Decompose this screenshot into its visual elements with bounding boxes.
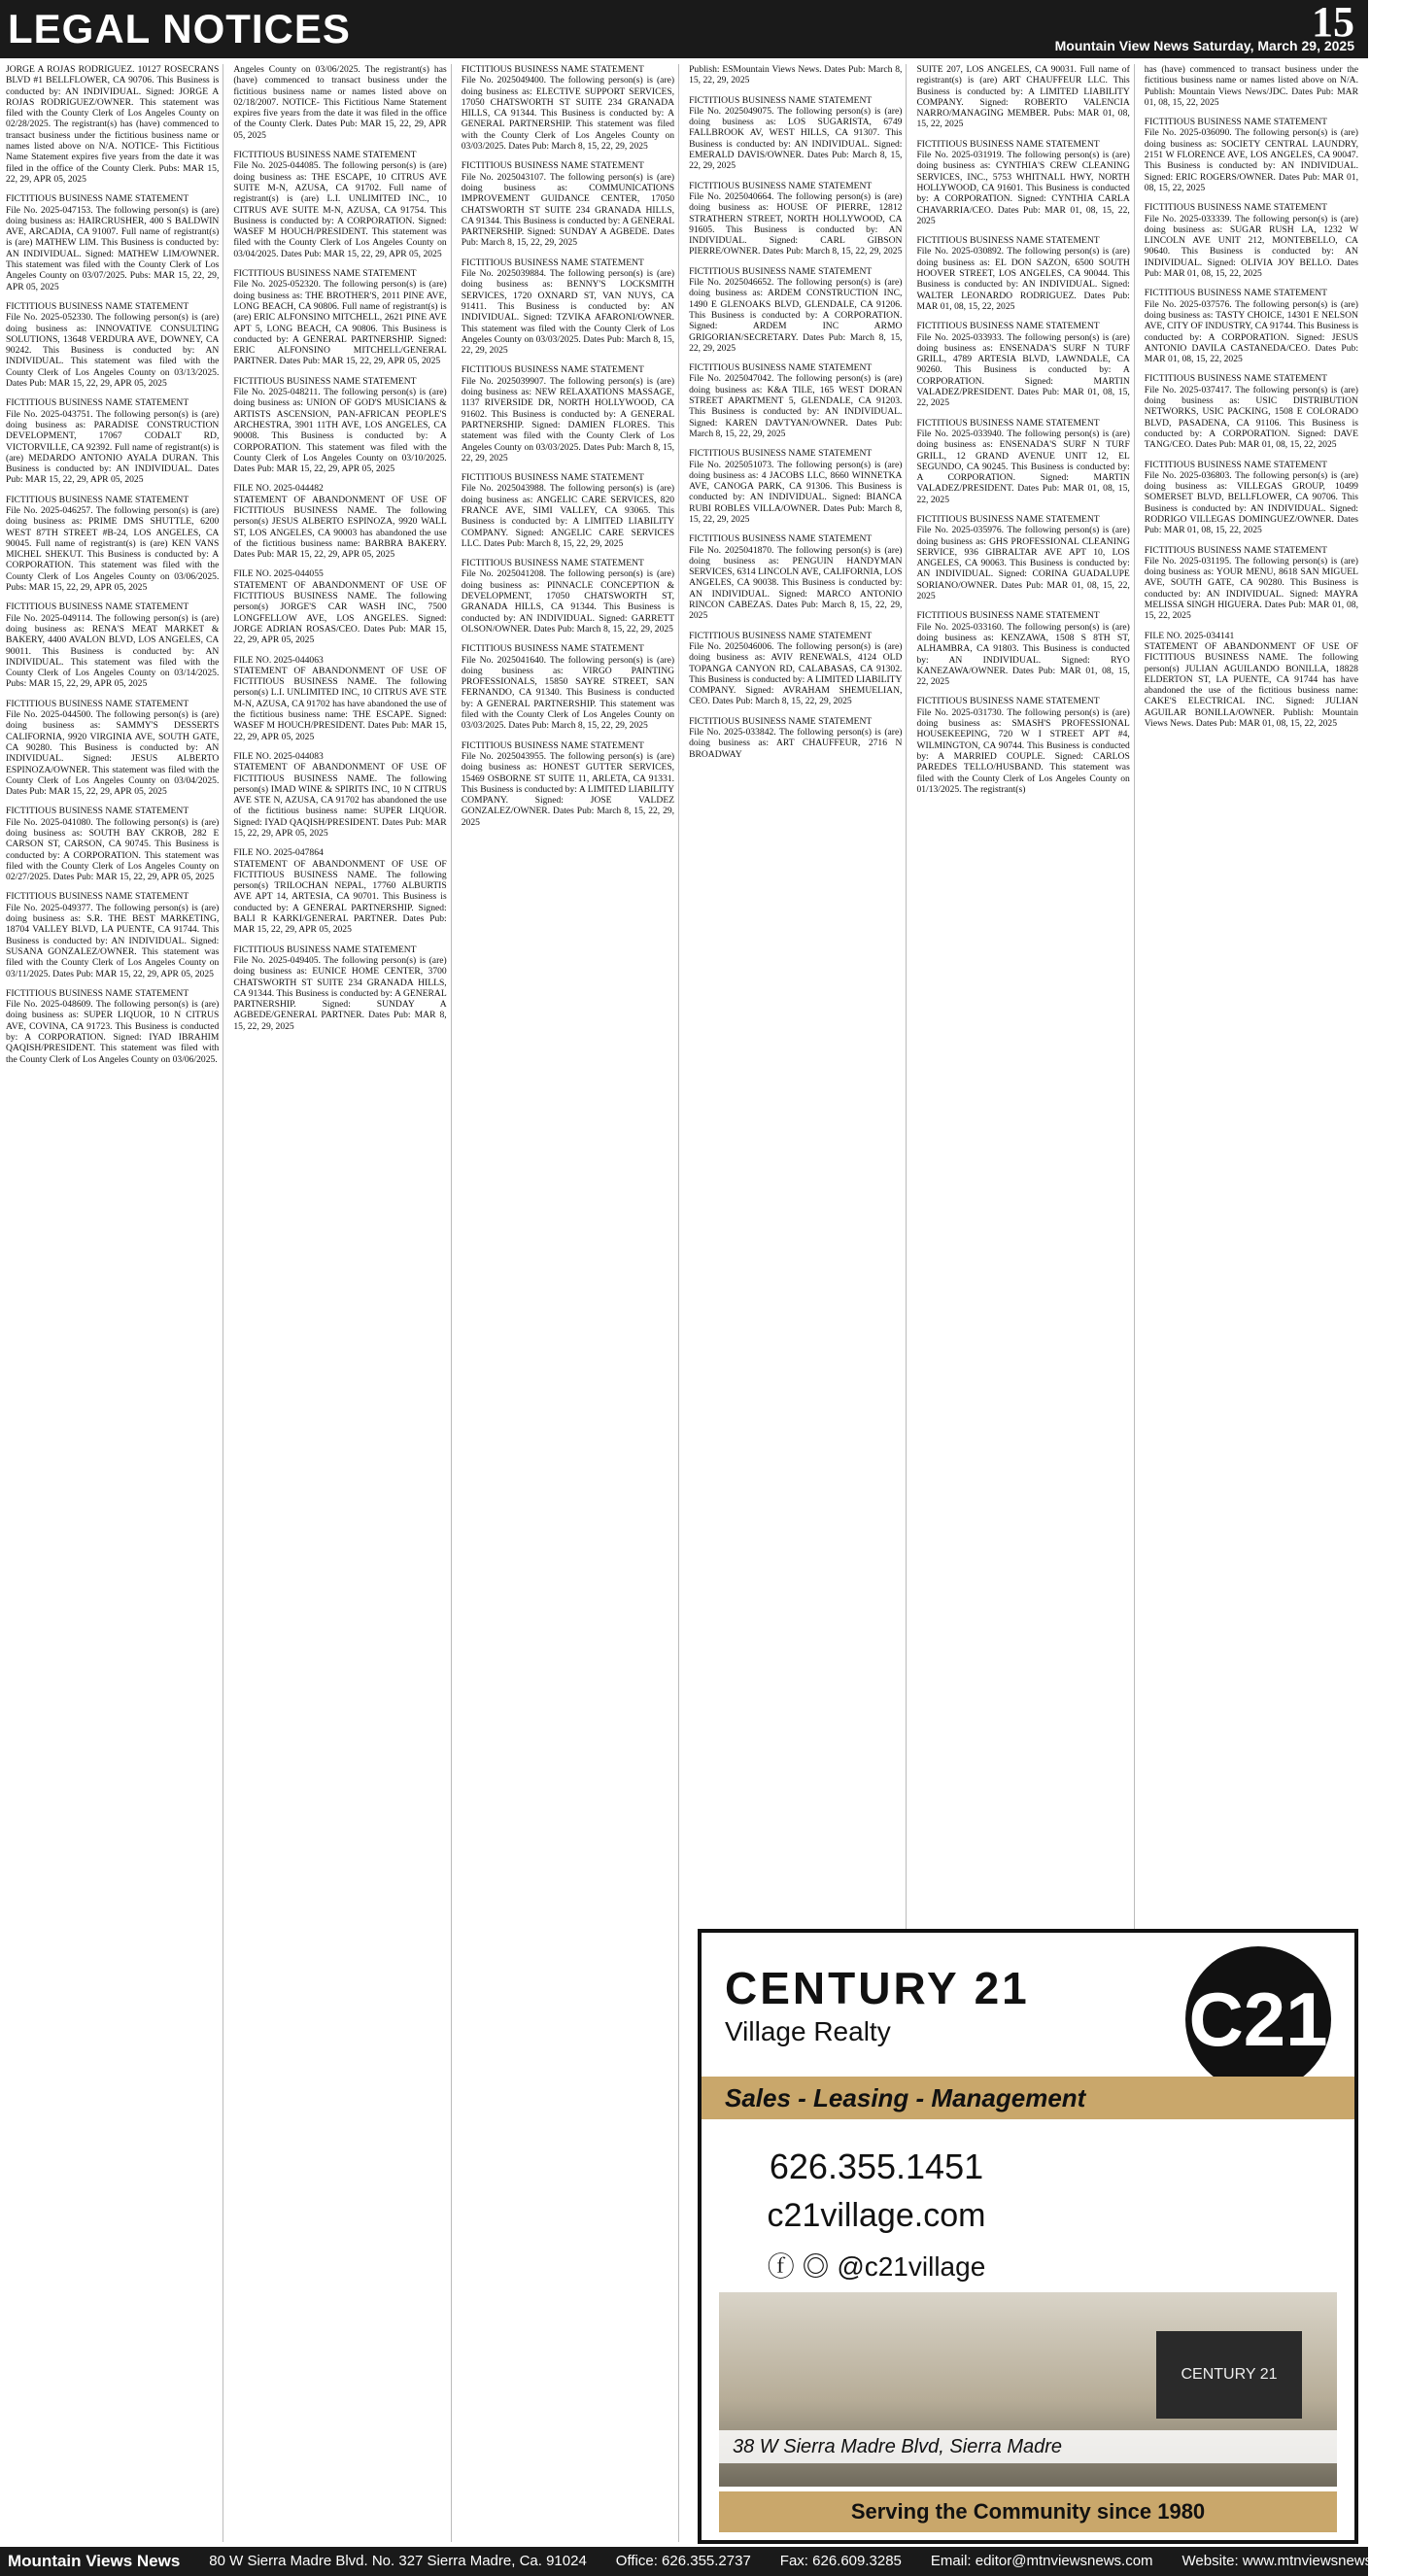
notice-heading: FICTITIOUS BUSINESS NAME STATEMENT <box>461 472 644 484</box>
notice-body: File No. 2025-033933. The following person(s) is (are) doing business as: ENSENADA'S SURF N TURF GRILL, 4789 ARTESIA BLVD, LAWNDALE, CA 90260. This Business is conducted by: A CORPORATION. Signed: MARTIN VALADEZ/PRESIDENT. Dates Pub: MAR 01, 08, 15, 22, 2025 <box>916 331 1130 409</box>
notice-body: has (have) commenced to transact business under the fictitious business name or names listed above on N/A. Publish: Mountain Views News/JDC. Dates Pub: MAR 01, 08, 15, 22, 2025 <box>1144 64 1358 108</box>
legal-notice <box>689 533 902 621</box>
legal-notice <box>689 631 902 707</box>
notice-column <box>6 64 223 2542</box>
notice-body: File No. 2025039907. The following person(s) is (are) doing business as: NEW RELAXATIONS MASSAGE, 1137 RIVERSIDE DR, NORTH HOLLYWOOD, CA 91602. This Business is conducted by: A GENERAL PARTNERSHIP. Signed: DAMIEN FLORES. This statement was filed with the County Clerk of Los Angeles County on 03/03/2025. Dates Pub: March 8, 15, 22, 29, 2025 <box>461 375 675 464</box>
notice-heading: FICTITIOUS BUSINESS NAME STATEMENT <box>233 150 417 161</box>
notice-body: File No. 2025-044085. The following person(s) is (are) doing business as: THE ESCAPE, 10 CITRUS AVE SUITE M-N, AZUSA, CA 91702. Full name of registrant(s) is (are) L.I. UNLIMITED INC., 10 CITRUS AVE SUITE M-N, AZUSA, CA 91754. This Business is conducted by: A CORPORATION. Signed: WASEF M HOUCH/PRESIDENT. This statement was filed with the County Clerk of Los Angeles County on 03/04/2025. Dates Pub: MAR 15, 22, 29, APR 05, 2025 <box>233 160 447 259</box>
legal-notice <box>916 514 1129 601</box>
issue-date: Saturday, March 29, 2025 <box>1192 38 1354 53</box>
notice-heading: FICTITIOUS BUSINESS NAME STATEMENT <box>233 268 417 280</box>
notice-body: STATEMENT OF ABANDONMENT OF USE OF FICTITIOUS BUSINESS NAME. The following person(s) JESUS ALBERTO ESPINOZA, 9920 WALL ST, LOS ANGELES, CA 90003 has abandoned the use of the fictitious business name: BARBRA BAKERY. Dates Pub: MAR 15, 22, 29, APR 05, 2025 <box>233 494 447 561</box>
notice-body: File No. 2025047042. The following person(s) is (are) doing business as: K&A TILE, 165 WEST DORAN STREET APARTMENT 5, GLENDALE, CA 91203. This Business is conducted by: AN INDIVIDUAL. Signed: KAREN DAVTYAN/OWNER. Dates Pub: March 8, 15, 22, 29, 2025 <box>689 373 903 439</box>
notice-heading: FICTITIOUS BUSINESS NAME STATEMENT <box>689 630 873 641</box>
office-sign: CENTURY 21 <box>1156 2331 1302 2419</box>
notice-body: File No. 2025-033940. The following person(s) is (are) doing business as: ENSENADA'S SURF N TURF GRILL, 12 GRAND AVENUE UNIT 12, EL SEGUNDO, CA 90245. This Business is conducted by: A CORPORATION. Signed: MARTIN VALADEZ/PRESIDENT. Dates Pub: MAR 01, 08, 15, 22, 2025 <box>916 428 1130 505</box>
notice-body: File No. 2025040664. The following person(s) is (are) doing business as: HOUSE OF PIERRE, 12812 STRATHERN STREET, NORTH HOLLYWOOD, CA 91605. This Business is conducted by: AN INDIVIDUAL. Signed: CARL GIBSON PIERRE/OWNER. Dates Pub: March 8, 15, 22, 29, 2025 <box>689 190 903 258</box>
notice-body: STATEMENT OF ABANDONMENT OF USE OF FICTITIOUS BUSINESS NAME. The following person(s) JORGE'S CAR WASH INC, 7500 LONGFELLOW AVE, LOS ANGELES. Signed: JORGE ADRIAN ROSAS/CEO. Dates Pub: MAR 15, 22, 29, APR 05, 2025 <box>233 579 447 646</box>
notice-heading: FICTITIOUS BUSINESS NAME STATEMENT <box>689 94 873 106</box>
notice-heading: FICTITIOUS BUSINESS NAME STATEMENT <box>916 696 1100 707</box>
notice-heading: FICTITIOUS BUSINESS NAME STATEMENT <box>461 160 644 172</box>
notice-heading: FILE NO. 2025-044482 <box>233 483 324 495</box>
notice-body: File No. 2025-049405. The following person(s) is (are) doing business as: EUNICE HOME CENTER, 3700 CHATSWORTH ST SUITE 234 GRANADA HILLS, CA 91344. This Business is conducted by: A GENERAL PARTNERSHIP. Signed: SUNDAY A AGBEDE/GENERAL PARTNER. Dates Pub: MAR 8, 15, 22, 29, 2025 <box>233 954 447 1032</box>
footer-address: 80 W Sierra Madre Blvd. No. 327 Sierra Madre, Ca. 91024 <box>209 2553 587 2569</box>
footer-brand: Mountain Views News <box>8 2552 181 2570</box>
notice-heading: FICTITIOUS BUSINESS NAME STATEMENT <box>916 610 1100 622</box>
legal-notice <box>1145 545 1358 622</box>
instagram-icon: ◎ <box>802 2251 830 2282</box>
footer-website: Website: www.mtnviewsnews.com <box>1181 2553 1404 2569</box>
notice-body: File No. 2025-048609. The following person(s) is (are) doing business as: SUPER LIQUOR, 10 N CITRUS AVE, COVINA, CA 91723. This Business is conducted by: A CORPORATION. Signed: IYAD IBRAHIM QAQISH/PRESIDENT. This statement was filed with the County Clerk of Los Angeles County on 03/06/2025. <box>6 999 220 1065</box>
notice-body: File No. 2025041640. The following person(s) is (are) doing business as: VIRGO PAINTING PROFESSIONALS, 15850 SAYRE STREET, SAN FERNANDO, CA 91340. This Business is conducted by: A GENERAL PARTNERSHIP. This statement was filed with the County Clerk of Los Angeles County on 03/03/2025. Dates Pub: March 8, 15, 22, 29, 2025 <box>461 654 675 732</box>
notice-body: File No. 2025-031195. The following person(s) is (are) doing business as: YOUR MENU, 8618 SAN MIGUEL AVE, SOUTH GATE, CA 90280. This Business is conducted by: AN INDIVIDUAL. Signed: MAYRA MELISSA SINGH HIGUERA. Dates Pub: MAR 01, 08, 15, 22, 2025 <box>1144 555 1358 622</box>
legal-notice <box>462 258 674 357</box>
notice-body: File No. 2025043955. The following person(s) is (are) doing business as: HONEST GUTTER SERVICES, 15469 OSBORNE ST SUITE 11, ARLETA, CA 91331. This Business is conducted by: A LIMITED LIABILITY COMPANY. Signed: JOSE VALDEZ GONZALEZ/OWNER. Dates Pub: March 8, 15, 22, 29, 2025 <box>461 750 675 828</box>
legal-notice <box>689 448 902 525</box>
notice-body: STATEMENT OF ABANDONMENT OF USE OF FICTITIOUS BUSINESS NAME. The following person(s) JULIAN AGUILANDO BONILLA, 18828 ELDERTON ST, LA PUENTE, CA 91744 has have abandoned the use of the fictitious business name: CAKE'S ELECTRICAL INC. Signed: JULIAN AGUILAR BONILLA/OWNER. Publish: Mountain Views News. Dates Pub: MAR 01, 08, 15, 22, 2025 <box>1144 640 1358 730</box>
notice-body: File No. 2025-030892. The following person(s) is (are) doing business as: EL DON SAZON, 6500 SOUTH HOOVER STREET, LOS ANGELES, CA 90044. This Business is conducted by: AN INDIVIDUAL. Signed: WALTER LEONARDO RODRIGUEZ. Dates Pub: MAR 01, 08, 15, 22, 2025 <box>916 246 1130 312</box>
legal-notice <box>233 751 446 839</box>
notice-heading: FICTITIOUS BUSINESS NAME STATEMENT <box>689 362 873 374</box>
notice-body: STATEMENT OF ABANDONMENT OF USE OF FICTITIOUS BUSINESS NAME. The following person(s) TRILOCHAN NEPAL, 17760 ALBURTIS AVE APT 14, ARTESIA, CA 90701. This Business is conducted by: A GENERAL PARTNERSHIP. Signed: BALI R KARKI/GENERAL PARTNER. Dates Pub: MAR 15, 22, 29, APR 05, 2025 <box>233 858 447 936</box>
notice-body: File No. 2025-036803. The following person(s) is (are) doing business as: VILLEGAS GROUP, 10499 SOMERSET BLVD, BELLFLOWER, CA 90706. This Business is conducted by: AN INDIVIDUAL. Signed: RODRIGO VILLEGAS DOMINGUEZ/OWNER. Dates Pub: MAR 01, 08, 15, 22, 2025 <box>1144 469 1358 536</box>
publication-name: Mountain View News <box>1054 38 1189 53</box>
legal-notice <box>6 301 219 389</box>
legal-notice <box>916 139 1129 226</box>
legal-notice <box>233 483 446 560</box>
legal-notice <box>6 806 219 882</box>
notice-heading: FILE NO. 2025-047864 <box>233 847 324 859</box>
ad-brand: CENTURY 21 <box>725 1963 1030 2013</box>
notice-heading: FICTITIOUS BUSINESS NAME STATEMENT <box>461 257 644 268</box>
notice-heading: FICTITIOUS BUSINESS NAME STATEMENT <box>916 417 1100 429</box>
notice-heading: FICTITIOUS BUSINESS NAME STATEMENT <box>233 375 417 387</box>
notice-heading: FICTITIOUS BUSINESS NAME STATEMENT <box>461 739 644 751</box>
notice-body: File No. 2025041870. The following person(s) is (are) doing business as: PENGUIN HANDYMAN SERVICES, 6314 LINCOLN AVE, CALIFORNIA, LOS ANGELES, CA 90038. This Business is conducted by: AN INDIVIDUAL. Signed: MARCO ANTONIO RINCON CABEZAS. Dates Pub: March 8, 15, 22, 29, 2025 <box>689 544 903 622</box>
notice-body: File No. 2025043107. The following person(s) is (are) doing business as: COMMUNICATIONS IMPROVEMENT GUIDANCE CENTER, 17050 CHATSWORTH ST SUITE 234 GRANADA HILLS, CA 91344. This Business is conducted by: A GENERAL PARTNERSHIP. Signed: SUNDAY A AGBEDE. Dates Pub: March 8, 15, 22, 29, 2025 <box>461 171 675 249</box>
legal-notice <box>462 472 674 549</box>
notice-heading: FICTITIOUS BUSINESS NAME STATEMENT <box>6 891 189 903</box>
notice-body: JORGE A ROJAS RODRIGUEZ. 10127 ROSECRANS BLVD #1 BELLFLOWER, CA 90706. This Business is conducted by: AN INDIVIDUAL. Signed: JORGE A ROJAS RODRIGUEZ/OWNER. This statement was filed with the County Clerk of Los Angeles County on 02/28/2025. The registrant(s) has (have) commenced to transact business under the fictitious business name or names listed above on N/A. NOTICE- This Fictitious Name Statement expires five years from the date it was filed in the office of the County Clerk. Pubs: MAR 15, 22, 29, APR 05, 2025 <box>6 64 220 185</box>
notice-heading: FICTITIOUS BUSINESS NAME STATEMENT <box>689 265 873 277</box>
century21-advertisement <box>698 1929 1358 2544</box>
ad-website: c21village.com <box>767 2197 986 2234</box>
legal-notice <box>462 364 674 464</box>
legal-notice <box>1145 64 1358 108</box>
legal-notice <box>1145 117 1358 193</box>
notice-heading: FICTITIOUS BUSINESS NAME STATEMENT <box>916 235 1100 247</box>
legal-notice <box>6 495 219 594</box>
legal-notice <box>1145 631 1358 730</box>
notice-heading: FICTITIOUS BUSINESS NAME STATEMENT <box>916 138 1100 150</box>
notice-heading: FICTITIOUS BUSINESS NAME STATEMENT <box>916 321 1100 332</box>
legal-notice <box>6 601 219 689</box>
legal-notice <box>233 847 446 935</box>
notice-body: Publish: ESMountain Views News. Dates Pub: March 8, 15, 22, 29, 2025 <box>689 64 903 86</box>
legal-notice <box>1145 202 1358 279</box>
notice-body: File No. 2025046006. The following person(s) is (are) doing business as: AVIV RENEWALS, 4124 OLD TOPANGA CANYON RD, CALABASAS, CA 91302. This Business is conducted by: A LIMITED LIABILITY COMPANY. Signed: AVRAHAM SHEMUELIAN, CEO. Dates Pub: March 8, 15, 22, 29, 2025 <box>689 640 903 707</box>
notice-heading: FILE NO. 2025-044055 <box>233 568 324 580</box>
legal-notice <box>916 610 1129 687</box>
notice-body: File No. 2025-035976. The following person(s) is (are) doing business as: GHS PROFESSIONAL CLEANING SERVICE, 936 GIBRALTAR AVE APT 10, LOS ANGELES, CA 90063. This Business is conducted by: AN INDIVIDUAL. Signed: CORINA GUADALUPE SORIANO/OWNER. Dates Pub: MAR 01, 08, 15, 22, 2025 <box>916 525 1130 602</box>
masthead <box>0 0 1368 58</box>
notice-body: File No. 2025039884. The following person(s) is (are) doing business as: BENNY'S LOCKSMITH SERVICES, 1720 OXNARD ST, VAN NUYS, CA 91411. This Business is conducted by: AN INDIVIDUAL. Signed: TZVIKA AFARONI/OWNER. This statement was filed with the County Clerk of Los Angeles County on 03/03/2025. Dates Pub: March 8, 15, 22, 29, 2025 <box>461 268 675 357</box>
legal-notice <box>916 696 1129 795</box>
notice-body: SUITE 207, LOS ANGELES, CA 90031. Full name of registrant(s) is (are) ART CHAUFFEUR LLC. This Business is conducted by: A LIMITED LIABILITY COMPANY. Signed: ROBERTO VALENCIA NARRO/MANAGING MEMBER. Pubs: MAR 01, 08, 15, 22, 2025 <box>916 64 1130 130</box>
legal-notice <box>233 945 446 1032</box>
notice-heading: FICTITIOUS BUSINESS NAME STATEMENT <box>1144 459 1327 470</box>
legal-notice <box>1145 288 1358 364</box>
footer-fax: Fax: 626.609.3285 <box>779 2553 902 2569</box>
notice-heading: FICTITIOUS BUSINESS NAME STATEMENT <box>461 64 644 75</box>
ad-services-band: Sales - Leasing - Management <box>702 2077 1354 2119</box>
notice-body: File No. 2025-052330. The following person(s) is (are) doing business as: INNOVATIVE CONSULTING SOLUTIONS, 13648 VERDURA AVE, DOWNEY, CA 90242. This Business is conducted by: AN INDIVIDUAL. This statement was filed with the County Clerk of Los Angeles County on 03/13/2025. Dates Pub: MAR 15, 22, 29, APR 05, 2025 <box>6 312 220 390</box>
ad-phone: 626.355.1451 <box>769 2147 984 2186</box>
notice-heading: FICTITIOUS BUSINESS NAME STATEMENT <box>1144 117 1327 128</box>
notice-body: STATEMENT OF ABANDONMENT OF USE OF FICTITIOUS BUSINESS NAME. The following person(s) L.I. UNLIMITED INC, 10 CITRUS AVE STE M-N, AZUSA, CA 91702 has have abandoned the use of the fictitious business name: THE ESCAPE. Signed: WASEF M HOUCH/PRESIDENT. Dates Pub: MAR 15, 22, 29, APR 05, 2025 <box>233 665 447 742</box>
notice-heading: FICTITIOUS BUSINESS NAME STATEMENT <box>689 448 873 460</box>
notice-body: File No. 2025-037417. The following person(s) is (are) doing business as: USIC DISTRIBUTION NETWORKS, USIC PACKING, 1508 E COLORADO BLVD, PASADENA, CA 91106. This Business is conducted by: A CORPORATION. Signed: DAVE TANG/CEO. Dates Pub: MAR 01, 08, 15, 22, 2025 <box>1144 384 1358 451</box>
legal-notice <box>233 64 446 141</box>
notice-heading: FICTITIOUS BUSINESS NAME STATEMENT <box>6 698 189 709</box>
legal-notice <box>689 716 902 760</box>
legal-notice <box>233 268 446 367</box>
legal-notice <box>689 95 902 172</box>
legal-notice <box>462 643 674 731</box>
notice-body: File No. 2025-048211. The following person(s) is (are) doing business as: UNION OF GOD'S MUSICIANS & ARTISTS ASCENSION, PAN-AFRICAN PEOPLE'S ARCHESTRA, 3901 11TH AVE, LOS ANGELES, CA 90008. This Business is conducted by: A CORPORATION. This statement was filed with the County Clerk of Los Angeles County on 03/10/2025. Dates Pub: MAR 15, 22, 29, APR 05, 2025 <box>233 387 447 475</box>
notice-column <box>233 64 451 2542</box>
notice-body: File No. 2025043988. The following person(s) is (are) doing business as: ANGELIC CARE SERVICES, 820 FRANCE AVE, SIMI VALLEY, CA 93065. This Business is conducted by: A LIMITED LIABILITY COMPANY. Signed: ANGELIC CARE SERVICES LLC. Dates Pub: March 8, 15, 22, 29, 2025 <box>461 483 675 549</box>
footer-office: Office: 626.355.2737 <box>615 2553 751 2569</box>
page-number: 15 <box>1312 0 1354 46</box>
section-title: LEGAL NOTICES <box>8 6 351 52</box>
notice-heading: FILE NO. 2025-034141 <box>1144 630 1235 641</box>
notice-body: File No. 2025-047153. The following person(s) is (are) doing business as: HAIRCRUSHER, 400 S BALDWIN AVE, ARCADIA, CA 91007. Full name of registrant(s) is (are) MATHEW LIM. This Business is conducted by: AN INDIVIDUAL. Signed: MATHEW LIM/OWNER. This statement was filed with the County Clerk of Los Angeles County on 03/07/2025. Pubs: MAR 15, 22, 29, APR 05, 2025 <box>6 204 220 292</box>
notice-body: File No. 2025-031919. The following person(s) is (are) doing business as: CYNTHIA'S CREW CLEANING SERVICES, INC., 5753 WHITNALL HWY, NORTH HOLLYWOOD, CA 91601. This Business is conducted by: A CORPORATION. Signed: CYNTHIA CARLA CHAVARRIA/CEO. Dates Pub: MAR 01, 08, 15, 22, 2025 <box>916 150 1130 226</box>
legal-notice <box>916 418 1129 505</box>
legal-notice <box>916 64 1129 130</box>
legal-notice <box>689 266 902 354</box>
legal-notice <box>6 64 219 185</box>
notice-heading: FICTITIOUS BUSINESS NAME STATEMENT <box>1144 202 1327 214</box>
notice-body: File No. 2025-033339. The following person(s) is (are) doing business as: SUGAR RUSH LA, 1232 W LINCOLN AVE UNIT 212, MONTEBELLO, CA 90640. This Business is conducted by: AN INDIVIDUAL. Signed: OLIVIA JOY BELLO. Dates Pub: MAR 01, 08, 15, 22, 2025 <box>1144 213 1358 280</box>
legal-notice <box>6 193 219 292</box>
notice-body: File No. 2025049400. The following person(s) is (are) doing business as: ELECTIVE SUPPORT SERVICES, 17050 CHATSWORTH ST SUITE 234 GRANADA HILLS, CA 91344. This Business is conducted by: A GENERAL PARTNERSHIP. This statement was filed with the County Clerk of Los Angeles County on 03/03/2025. Dates Pub: March 8, 15, 22, 29, 2025 <box>461 75 675 153</box>
notice-body: File No. 2025-043751. The following person(s) is (are) doing business as: PARADISE CONSTRUCTION DEVELOPMENT, 17067 CODALT RD, VICTORVILLE, CA 92392. Full name of registrant(s) is (are) MEDARDO ANTONIO AYALA DURAN. This Business is conducted by: AN INDIVIDUAL. Dates Pub: MAR 15, 22, 29, APR 05, 2025 <box>6 408 220 486</box>
legal-notice <box>689 362 902 439</box>
legal-notice <box>462 160 674 248</box>
legal-notice <box>1145 460 1358 536</box>
notice-column <box>462 64 679 2542</box>
facebook-icon: ⓕ <box>767 2251 795 2282</box>
notice-body: File No. 2025-036090. The following person(s) is (are) doing business as: SOCIETY CENTRAL LAUNDRY, 2151 W FLORENCE AVE, LOS ANGELES, CA 90047. This Business is conducted by: AN INDIVIDUAL. Signed: ERIC ROGERS/OWNER. Dates Pub: MAR 01, 08, 15, 22, 2025 <box>1144 127 1358 193</box>
ad-serving-line: Serving the Community since 1980 <box>719 2491 1337 2532</box>
notice-body: File No. 2025-033160. The following person(s) is (are) doing business as: KENZAWA, 1508 S 8TH ST, ALHAMBRA, CA 91803. This Business is conducted by: AN INDIVIDUAL. Signed: RYO KANEZAWA/OWNER. Dates Pub: MAR 01, 08, 15, 22, 2025 <box>916 621 1130 688</box>
ad-tagline: Village Realty <box>725 2016 891 2046</box>
notice-body: File No. 2025051073. The following person(s) is (are) doing business as: 4 JACOBS LLC, 8660 WINNETKA AVE, CANOGA PARK, CA 91306. This Business is conducted by: AN INDIVIDUAL. Signed: BIANCA RUBI ROBLES VILLA/OWNER. Dates Pub: March 8, 15, 22, 29, 2025 <box>689 459 903 525</box>
notice-heading: FICTITIOUS BUSINESS NAME STATEMENT <box>689 180 873 191</box>
legal-notice <box>233 150 446 259</box>
notice-heading: FICTITIOUS BUSINESS NAME STATEMENT <box>6 806 189 817</box>
legal-notice <box>689 181 902 258</box>
legal-notice <box>916 321 1129 408</box>
notice-heading: FICTITIOUS BUSINESS NAME STATEMENT <box>6 193 189 205</box>
notice-heading: FICTITIOUS BUSINESS NAME STATEMENT <box>689 715 873 727</box>
notice-body: File No. 2025-049114. The following person(s) is (are) doing business as: RENA'S MEAT MARKET & BAKERY, 4400 AVALON BLVD, LOS ANGELES, CA 90011. This Business is conducted by: AN INDIVIDUAL. This statement was filed with the County Clerk of Los Angeles County on 03/14/2025. Pubs: MAR 15, 22, 29, APR 05, 2025 <box>6 612 220 690</box>
legal-notice <box>462 64 674 152</box>
ad-social-text: @c21village <box>837 2251 986 2282</box>
legal-notice <box>233 655 446 742</box>
legal-notice <box>6 891 219 979</box>
legal-notice <box>1145 373 1358 450</box>
notice-body: STATEMENT OF ABANDONMENT OF USE OF FICTITIOUS BUSINESS NAME. The following person(s) IMAD WINE & SPIRITS INC, 10 N CITRUS AVE STE N, AZUSA, CA 91702 has abandoned the use of the fictitious business name: SUPER LIQUOR. Signed: IYAD QAQISH/PRESIDENT. Dates Pub: MAR 15, 22, 29, APR 05, 2025 <box>233 762 447 839</box>
legal-notice <box>462 558 674 635</box>
legal-notice <box>6 397 219 485</box>
legal-notice <box>689 64 902 86</box>
notice-heading: FICTITIOUS BUSINESS NAME STATEMENT <box>6 494 189 505</box>
ad-address: 38 W Sierra Madre Blvd, Sierra Madre <box>719 2430 1337 2463</box>
ad-social-handle <box>702 2246 1051 2284</box>
notice-body: Angeles County on 03/06/2025. The registrant(s) has (have) commenced to transact business under the fictitious business name or names listed above on 02/18/2007. NOTICE- This Fictitious Name Statement expires five years from the date it was filed in the office of the County Clerk. Dates Pub: MAR 15, 22, 29, APR 05, 2025 <box>233 64 447 141</box>
legal-notice <box>916 235 1129 312</box>
notice-heading: FICTITIOUS BUSINESS NAME STATEMENT <box>6 987 189 999</box>
legal-notice <box>6 988 219 1065</box>
notice-body: File No. 2025-049377. The following person(s) is (are) doing business as: S.R. THE BEST MARKETING, 18704 VALLEY BLVD, LA PUENTE, CA 91744. This Business is conducted by: AN INDIVIDUAL. Signed: SUSANA GONZALEZ/OWNER. This statement was filed with the County Clerk of Los Angeles County on 03/11/2025. Dates Pub: MAR 15, 22, 29, APR 05, 2025 <box>6 902 220 979</box>
notice-body: File No. 2025-041080. The following person(s) is (are) doing business as: SOUTH BAY CKROB, 282 E CARSON ST, CARSON, CA 90745. This Business is conducted by: A CORPORATION. This statement was filed with the County Clerk of Los Angeles County on 02/27/2025. Dates Pub: MAR 15, 22, 29, APR 05, 2025 <box>6 816 220 883</box>
century21-seal-logo: C21 <box>1185 1946 1331 2092</box>
issue-line <box>1055 37 1354 54</box>
notice-body: File No. 2025046652. The following person(s) is (are) doing business as: ARDEM CONSTRUCTION INC, 1490 E GLENOAKS BLVD, GLENDALE, CA 91206. This Business is conducted by: A CORPORATION. Signed: ARDEM INC ARMO GRIGORIAN/SECRETARY. Dates Pub: March 8, 15, 22, 29, 2025 <box>689 277 903 354</box>
notice-heading: FICTITIOUS BUSINESS NAME STATEMENT <box>1144 288 1327 299</box>
notice-heading: FICTITIOUS BUSINESS NAME STATEMENT <box>1144 373 1327 385</box>
notice-body: File No. 2025-046257. The following person(s) is (are) doing business as: PRIME DMS SHUTTLE, 6200 WEST 87TH STREET #B-24, LOS ANGELES, CA 90045. Full name of registrant(s) is (are) KEN VANS MICHEL SHEKUT. This Business is conducted by: A CORPORATION. This statement was filed with the County Clerk of Los Angeles County on 03/06/2025. Pubs: MAR 15, 22, 29, APR 05, 2025 <box>6 504 220 594</box>
notice-body: File No. 2025-033842. The following person(s) is (are) doing business as: ART CHAUFFEUR, 2716 N BROADWAY <box>689 727 903 760</box>
notice-heading: FICTITIOUS BUSINESS NAME STATEMENT <box>689 533 873 545</box>
notice-body: File No. 2025049075. The following person(s) is (are) doing business as: LOS SUGARISTA, 6749 FALLBROOK AV, WEST HILLS, CA 91307. This Business is conducted by: AN INDIVIDUAL. Signed: EMERALD DAVIS/OWNER. Dates Pub: March 8, 15, 22, 29, 2025 <box>689 105 903 172</box>
notice-heading: FILE NO. 2025-044083 <box>233 750 324 762</box>
legal-notice <box>6 699 219 798</box>
notice-heading: FICTITIOUS BUSINESS NAME STATEMENT <box>461 643 644 655</box>
notice-heading: FICTITIOUS BUSINESS NAME STATEMENT <box>1144 544 1327 556</box>
notice-body: File No. 2025-031730. The following person(s) is (are) doing business as: SMASH'S PROFESSIONAL HOUSEKEEPING, 720 W I STREET APT #4, WILMINGTON, CA 90744. This Business is conducted by: A MARRIED COUPLE. Signed: CARLOS PAREDES TELLO/HUSBAND. This statement was filed with the County Clerk of Los Angeles County on 01/13/2025. The registrant(s) <box>916 706 1130 795</box>
notice-heading: FICTITIOUS BUSINESS NAME STATEMENT <box>916 513 1100 525</box>
notice-heading: FICTITIOUS BUSINESS NAME STATEMENT <box>461 364 644 376</box>
notice-heading: FILE NO. 2025-044063 <box>233 654 324 666</box>
notice-heading: FICTITIOUS BUSINESS NAME STATEMENT <box>233 944 417 955</box>
legal-notice <box>233 568 446 645</box>
notice-heading: FICTITIOUS BUSINESS NAME STATEMENT <box>6 300 189 312</box>
notice-heading: FICTITIOUS BUSINESS NAME STATEMENT <box>461 558 644 569</box>
notice-body: File No. 2025-044500. The following person(s) is (are) doing business as: SAMMY'S DESSERTS CALIFORNIA, 9920 VIRGINIA AVE, SOUTH GATE, CA 90280. This Business is conducted by: AN INDIVIDUAL. Signed: JESUS ALBERTO ESPINOZA/OWNER. This statement was filed with the County Clerk of Los Angeles County on 03/04/2025. Dates Pub: MAR 15, 22, 29, APR 05, 2025 <box>6 709 220 798</box>
footer-email: Email: editor@mtnviewsnews.com <box>930 2553 1153 2569</box>
notice-body: File No. 2025-037576. The following person(s) is (are) doing business as: TASTY CHOICE, 14301 E NELSON AVE, CITY OF INDUSTRY, CA 91744. This Business is conducted by: A CORPORATION. Signed: JESUS ANTONIO DAVILA CASTANEDA/CEO. Dates Pub: MAR 01, 08, 15, 22, 2025 <box>1144 298 1358 365</box>
notice-body: File No. 2025041208. The following person(s) is (are) doing business as: PINNACLE CONCEPTION & DEVELOPMENT, 17050 CHATSWORTH ST, GRANADA HILLS, CA 91344. This Business is conducted by: AN INDIVIDUAL. Signed: GARRETT OLSON/OWNER. Dates Pub: March 8, 15, 22, 29, 2025 <box>461 568 675 635</box>
notice-body: File No. 2025-052320. The following person(s) is (are) doing business as: THE BROTHER'S, 2011 PINE AVE, LONG BEACH, CA 90806. Full name of registrant(s) is (are) ERIC ALFONSINO MITCHELL, 2621 PINE AVE APT 5, LONG BEACH, CA 90806. This Business is conducted by: A GENERAL PARTNERSHIP. Signed: ERIC ALFONSINO MITCHELL/GENERAL PARTNER. Dates Pub: MAR 15, 22, 29, APR 05, 2025 <box>233 279 447 367</box>
notice-heading: FICTITIOUS BUSINESS NAME STATEMENT <box>6 601 189 613</box>
footer-bar <box>0 2547 1404 2576</box>
legal-notice <box>233 376 446 475</box>
legal-notice <box>462 740 674 828</box>
notice-heading: FICTITIOUS BUSINESS NAME STATEMENT <box>6 397 189 409</box>
